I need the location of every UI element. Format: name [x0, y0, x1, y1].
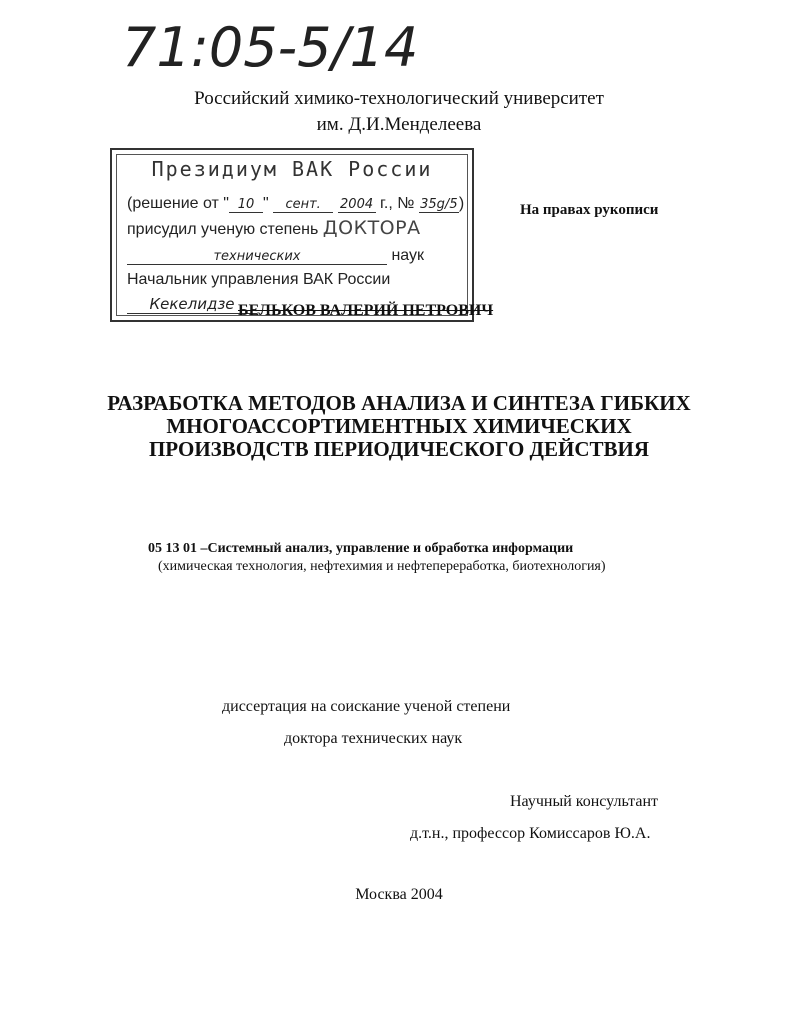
- archive-code-text: 71:05-5/14: [122, 16, 418, 79]
- specialty-block: [148, 540, 606, 576]
- stamp-field-suffix: наук: [391, 247, 425, 264]
- degree-line-2: доктора технических наук: [284, 730, 463, 747]
- university-name: Российский химико-технологический университет: [194, 88, 604, 109]
- university-header: [0, 86, 798, 138]
- stamp-awarded-text: присудил ученую степень: [127, 221, 319, 238]
- stamp-chief-title: Начальник управления ВАК России: [127, 271, 391, 288]
- stamp-decision-line: [127, 195, 464, 213]
- vak-stamp: [110, 148, 474, 322]
- stamp-title: Президиум ВАК России: [151, 157, 433, 181]
- manuscript-rights-note: На правах рукописи: [520, 202, 659, 218]
- university-named-after: им. Д.И.Менделеева: [316, 114, 482, 135]
- thesis-title-line-2: МНОГОАССОРТИМЕНТНЫХ ХИМИЧЕСКИХ: [166, 414, 632, 438]
- stamp-decision-quote: ": [262, 195, 269, 212]
- specialty-code: 05 13 01 –Системный анализ, управление и обработка информации: [148, 541, 574, 556]
- stamp-field-line: [127, 247, 424, 265]
- thesis-title-line-1: РАЗРАБОТКА МЕТОДОВ АНАЛИЗА И СИНТЕЗА ГИБКИХ: [107, 391, 691, 415]
- stamp-decision-month: сент.: [273, 197, 333, 213]
- stamp-field-handwritten: технических: [127, 249, 387, 265]
- stamp-decision-number: 35g/5: [420, 197, 458, 212]
- stamp-awarded-line: [127, 217, 421, 239]
- stamp-chief-line: [127, 271, 390, 289]
- stamp-decision-year: 2004: [338, 197, 376, 213]
- stamp-decision-prefix: (решение от ": [127, 195, 229, 212]
- thesis-title: [0, 392, 798, 461]
- stamp-decision-close: ): [458, 195, 465, 212]
- city-year: Москва 2004: [355, 886, 443, 903]
- stamp-signature: Кекелидзе: [127, 295, 257, 314]
- stamp-inner-border: [116, 154, 468, 316]
- stamp-decision-day: 10: [229, 197, 263, 213]
- author-name: БЕЛЬКОВ ВАЛЕРИЙ ПЕТРОВИЧ: [238, 302, 494, 319]
- degree-line-1: диссертация на соискание ученой степени: [222, 698, 511, 715]
- handwritten-archive-code: [118, 8, 418, 80]
- consultant-label: Научный консультант: [510, 793, 658, 810]
- consultant-name: д.т.н., профессор Комиссаров Ю.А.: [410, 825, 651, 842]
- stamp-degree-word: ДОКТОРА: [322, 217, 421, 239]
- stamp-decision-g: г., №: [380, 195, 415, 212]
- specialty-subfields: (химическая технология, нефтехимия и нефтепереработка, биотехнология): [158, 559, 606, 574]
- thesis-title-line-3: ПРОИЗВОДСТВ ПЕРИОДИЧЕСКОГО ДЕЙСТВИЯ: [148, 437, 650, 461]
